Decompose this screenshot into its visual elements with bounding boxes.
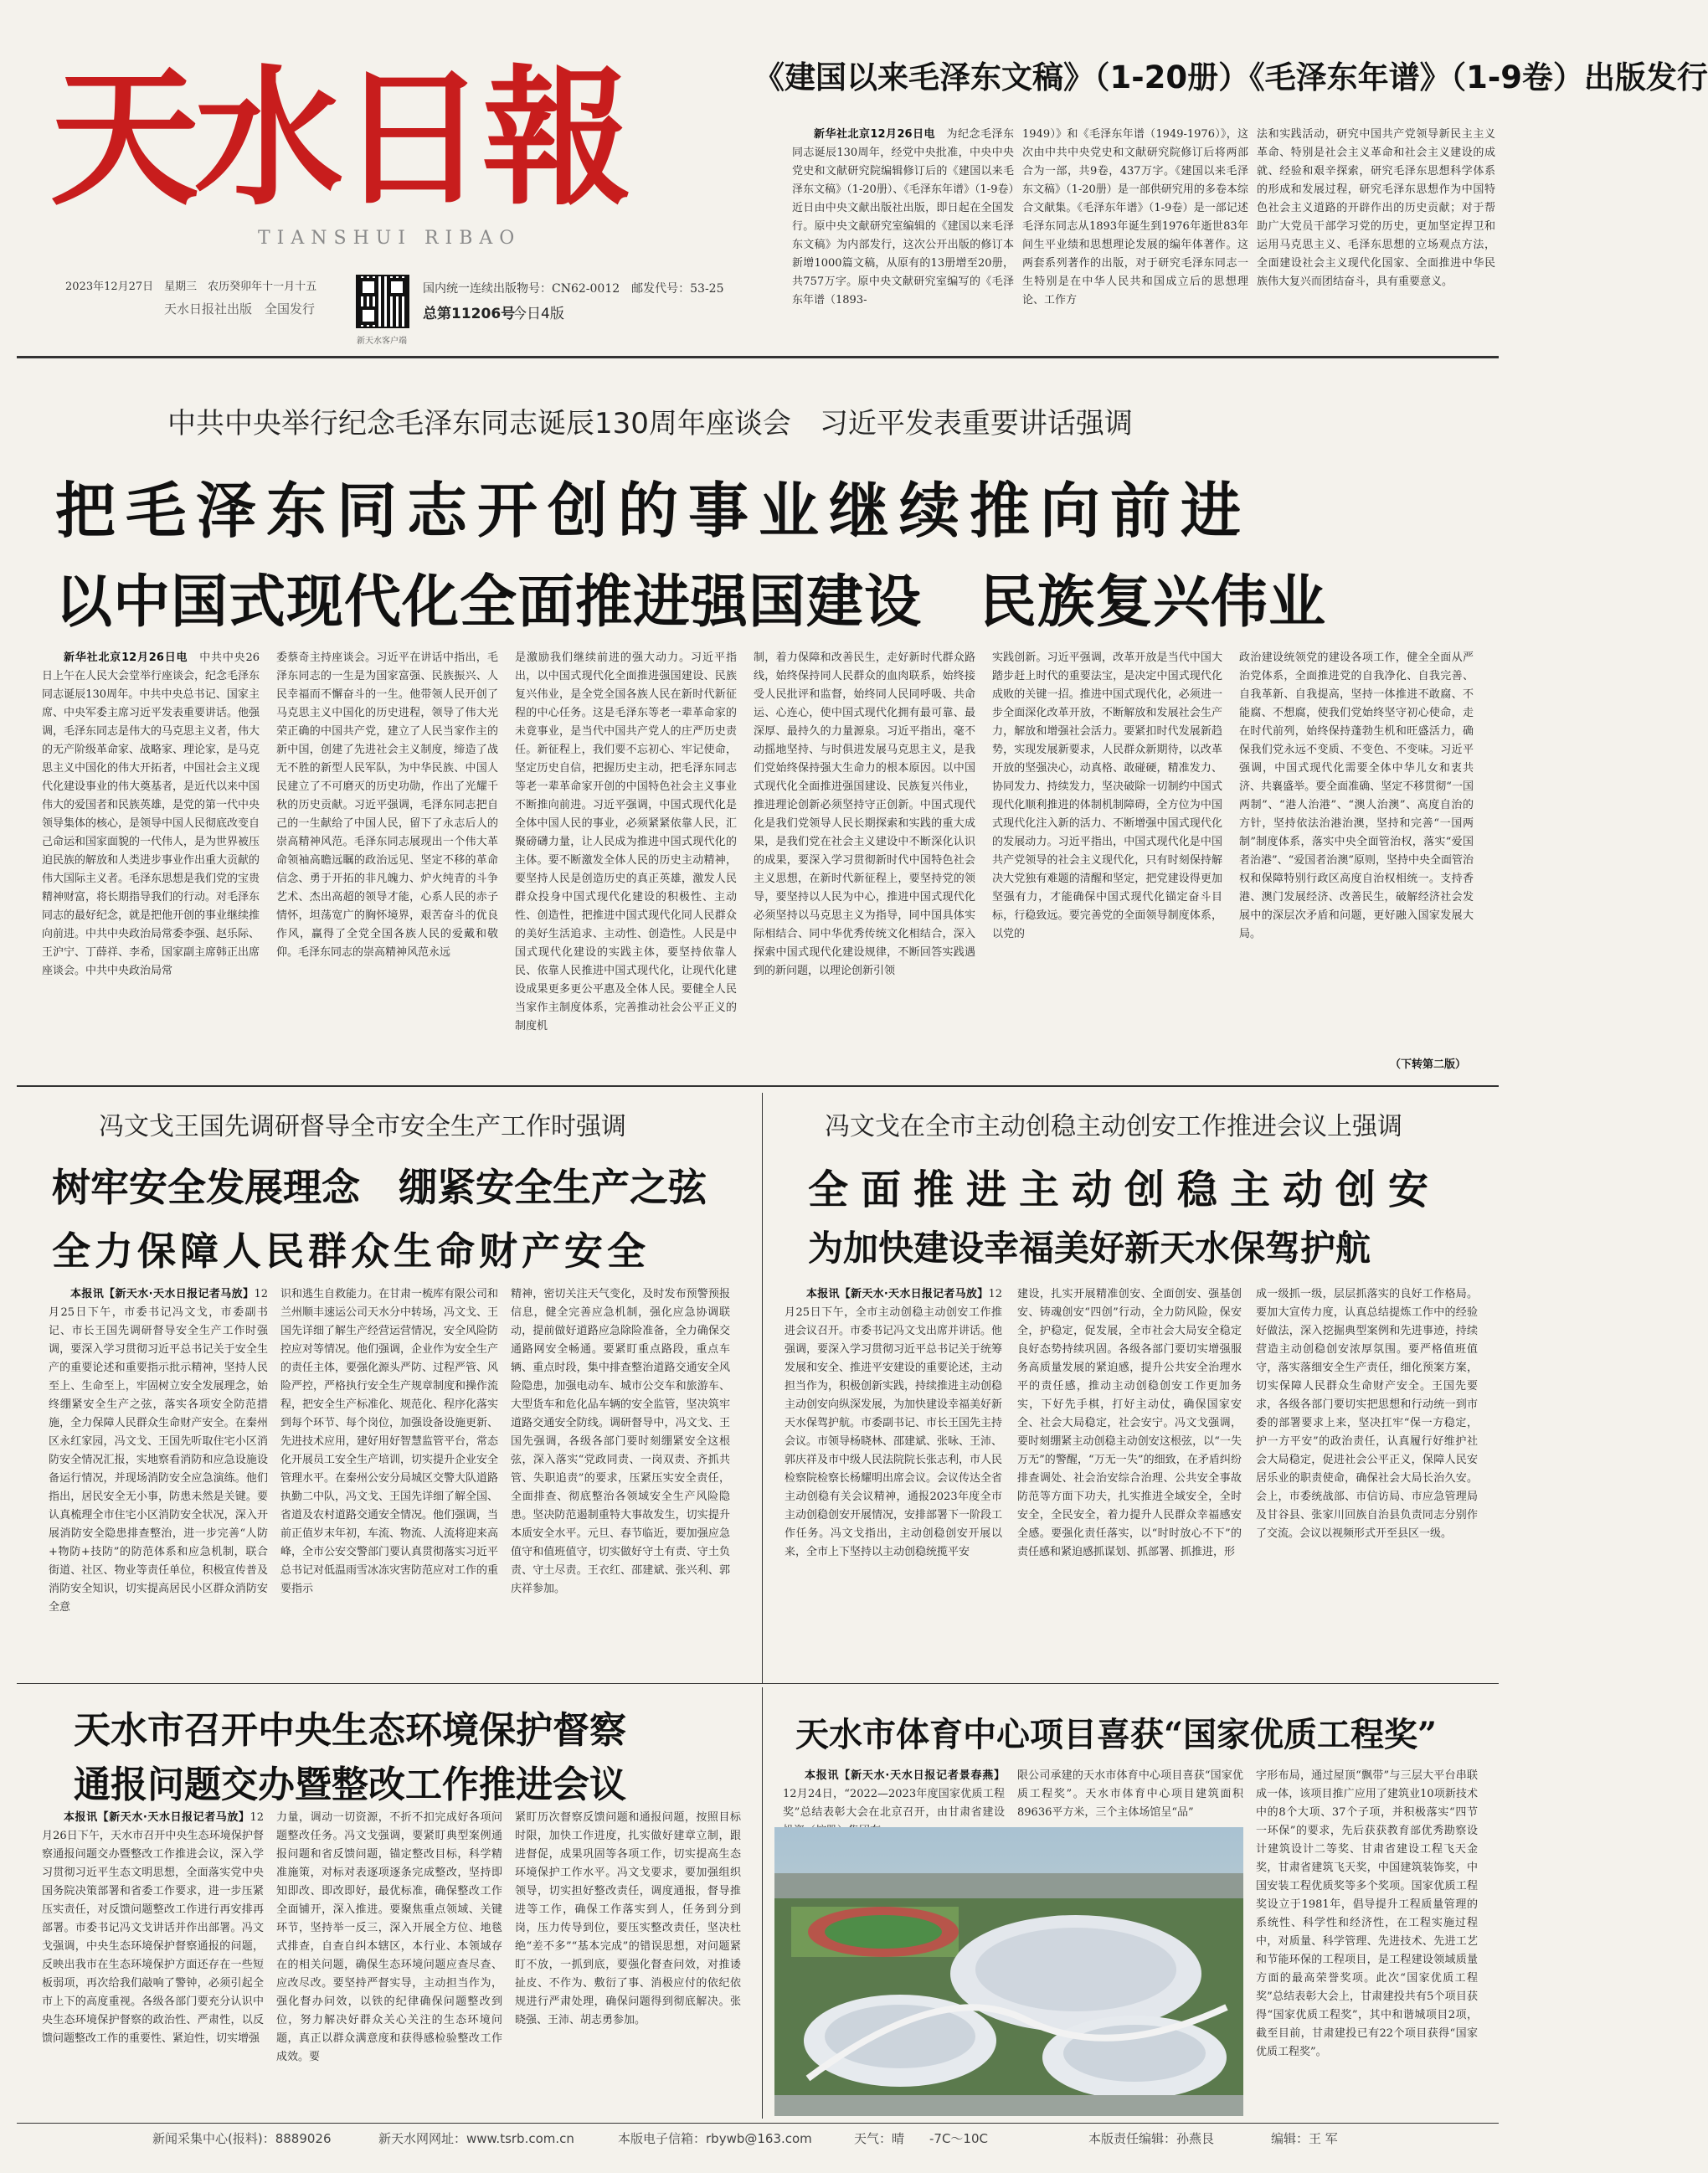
article-text: 紧盯历次督察反馈问题和通报问题，按照目标时限，加快工作进度，扎实做好建章立制，跟进督促，成果巩固等各项工作，切实提高生态环境保护工作水平。冯文戈要求，要加强组织领导，切实担好整改责任，调度通报，督导推进等工作，确保工作落实到人，任务到分到岗，压力传导到位，要压实整改责任，坚决杜绝“差不多”“基本完成”的错误思想，对问题紧盯不放，一抓到底，要强化督查问效，对推诿扯皮、不作为、敷衍了事、消极应付的依纪依规进行严肃处理，确保问题得到彻底解决。张晓强、王沛、胡志勇参加。 [515,1811,741,2026]
safety-headline-2[interactable]: 全力保障人民群众生命财产安全 [52,1228,650,1274]
footer-weather: 天气：晴 [854,2131,905,2146]
divider [17,1085,1499,1087]
article-text: 12月25日下午，全市主动创稳主动创安工作推进会议召开。市委书记冯文戈出席并讲话。他强调，要深入学习贯彻习近平总书记关于统筹发展和安全、推进平安建设的重要论述，主动担当作为，积极创新实践，持续推进主动创稳主动创安向纵深发展，为加快建设幸福美好新天水保驾护航。市委副书记、市长王国先主持会议。市领导杨晓林、邵建斌、张咏、王沛、郭庆祥及市中级人民法院院长张志利，市人民检察院检察长杨耀明出席会议。会议传达全省主动创稳有关会议精神，通报2023年度全市主动创稳创安开展情况，安排部署下一阶段工作任务。冯文戈指出，主动创稳创安开展以来，全市上下坚持以主动创稳统揽平安 [785,1288,1003,1558]
photo-dome-main-roof [975,1928,1176,2011]
lead-headline-1[interactable]: 把毛泽东同志开创的事业继续推向前进 [55,476,1252,546]
lead-col-4 [754,649,975,1076]
issue-number: 总第11206号 [423,306,516,322]
dateline: 本报讯【新天水·天水日报记者马放】 [64,1811,250,1824]
lead-headline-2[interactable]: 以中国式现代化全面推进强国建设 民族复兴伟业 [55,569,1327,636]
dateline: 本报讯【新天水·天水日报记者马放】 [70,1288,255,1300]
photo-dome-left-roof [825,2005,975,2068]
article-text: 12月26日下午，天水市召开中央生态环境保护督察通报问题交办暨整改工作推进会议，深入学习贯彻习近平生态文明思想，全面落实党中央国务院决策部署和省委工作要求，进一步压紧压实责任，对反馈问题整改工作进行再安排再部署。市委书记冯文戈讲话并作出部署。冯文戈强调，中央生态环境保护督察通报的问题，反映出我市在生态环境保护方面还存在一些短板弱项，再次给我们敲响了警钟，必须引起全市上下的高度重视。各级各部门要充分认识中央生态环境保护督察的政治性、严肃性，以反馈问题整改工作的重要性、紧迫性，切实增强 [42,1811,264,2045]
qr-caption: 新天水客户端 [357,337,407,346]
article-text: 1949）》和《毛泽东年谱（1949-1976）》，这次由中共中央党史和文献研究院修订后将两部合为一部，共9卷，437万字。《建国以来毛泽东文稿》（1-20册）是一部供研究用的多卷本综合文献集。《毛泽东年谱》（1-9卷）是一部记述毛泽东同志从1893年诞生到1976年逝世83年间生平业绩和思想理论发展的编年体著作。这两套系列著作的出版，对于研究毛泽东同志一生特别是在中华人民共和国成立后的思想理论、工作方 [1022,128,1248,306]
article-text: 12月25日下午，市委书记冯文戈，市委副书记、市长王国先调研督导安全生产工作时强调，要深入学习贯彻习近平总书记关于安全生产的重要论述和重要指示批示精神，坚持人民至上、生命至上，牢固树立安全发展理念，始终绷紧安全生产之弦，落实各项安全防范措施，全力保障人民群众生命财产安全。在秦州区永红家园，冯文戈、王国先听取住宅小区消防安全情况汇报，实地察看消防和应急设施设备运行情况，并现场消防安全应急演练。他们指出，居民安全无小事，防患未然是关键。要认真梳理全市住宅小区消防安全状况，深入开展消防安全隐患排查整治，进一步完善“人防+物防+技防”的防范体系和应急机制，联合街道、社区、物业等责任单位，积极宣传普及消防安全知识，切实提高居民小区群众消防安全意 [49,1288,268,1614]
eco-col-1 [42,1809,264,2117]
eco-col-3 [515,1809,741,2117]
article-text: 是激励我们继续前进的强大动力。习近平指出，以中国式现代化全面推进强国建设、民族复兴伟业，是全党全国各族人民在新时代新征程的中心任务。这是毛泽东等老一辈革命家的未竟事业，是当代中国共产党人的庄严历史责任。新征程上，我们要不忘初心、牢记使命，坚定历史自信，把握历史主动，把毛泽东同志等老一辈革命家开创的中国特色社会主义事业不断推向前进。习近平强调，中国式现代化是全体中国人民的事业，必须紧紧依靠人民，汇聚磅礴力量，让人民成为推进中国式现代化的主体。要不断激发全体人民的历史主动精神，要坚持人民是创造历史的真正英雄，激发人民群众投身中国式现代化建设的积极性、主动性、创造性，把推进中国式现代化同人民群众的美好生活追求、主动性、创造性。人民是中国式现代化建设的实践主体，要坚持依靠人民、依靠人民推进中国式现代化，让现代化建设成果更多更公平惠及全体人民。要健全人民当家作主制度体系，完善推动社会公平正义的制度机 [515,651,737,1032]
safety-col-2 [280,1285,498,1675]
top-story-col-2 [1022,126,1248,350]
stadium-headline[interactable]: 天水市体育中心项目喜获“国家优质工程奖” [795,1715,1438,1754]
stable-headline-2[interactable]: 为加快建设幸福美好新天水保驾护航 [808,1228,1371,1269]
lead-col-5 [992,649,1222,1076]
lead-col-1 [42,649,260,1076]
article-text: 制，着力保障和改善民生，走好新时代群众路线，始终保持同人民群众的血肉联系，始终接受人民批评和监督，始终同人民同呼吸、共命运、心连心，使中国式现代化拥有最可靠、最深厚、最持久的力量源泉。习近平指出，毫不动摇地坚持、与时俱进发展马克思主义，是我们党始终保持强大生命力的根本原因。以中国式现代化全面推进强国建设、民族复兴伟业，推进理论创新必须坚持守正创新。中国式现代化是我们党领导人民长期探索和实践的重大成果，是我们党在社会主义建设中不断深化认识的成果，要深入学习贯彻新时代中国特色社会主义思想，在新时代新征程上，要坚持党的领导，要坚持以人民为中心，推进中国式现代化必须坚持以马克思主义为指导，同中国具体实际相结合、同中华优秀传统文化相结合，深入探索中国式现代化建设规律，不断回答实践遇到的新问题，以理论创新引领 [754,651,975,977]
qr-code-marker [359,306,378,325]
top-story-col-3 [1257,126,1495,350]
qr-code-marker [359,278,378,296]
stable-headline-1[interactable]: 全面推进主动创稳主动创安 [808,1166,1442,1213]
article-text: 政治建设统领党的建设各项工作，健全全面从严治党体系，全面推进党的自我净化、自我完善、自我革新、自我提高，坚持一体推进不敢腐、不能腐、不想腐，使我们党始终坚守初心使命，走在时代前列，始终保持蓬勃生机和旺盛活力，确保我们党永远不变质、不变色、不变味。习近平强调，中国式现代化需要全体中华儿女和衷共济、共襄盛举。要全面准确、坚定不移贯彻“一国两制”、“港人治港”、“澳人治澳”、高度自治的方针，坚持依法治港治澳，坚持和完善“一国两制”制度体系，落实中央全面管治权，落实“爱国者治港”、“爱国者治澳”原则，坚持中央全面管治权和保障特别行政区高度自治权相统一。支持香港、澳门发展经济、改善民生，破解经济社会发展中的深层次矛盾和问题，更好融入国家发展大局。 [1239,651,1474,940]
article-text: 实践创新。习近平强调，改革开放是当代中国大踏步赶上时代的重要法宝，是决定中国式现代化成败的关键一招。推进中国式现代化，必须进一步全面深化改革开放，不断解放和发展社会生产力，解放和增强社会活力。要紧扣时代发展新趋势，实现发展新要求，人民群众新期待，以改革开放的坚强决心，动真格、敢碰硬，精准发力、协同发力、持续发力，坚决破除一切制约中国式现代化顺利推进的体制机制障碍，全方位为中国式现代化注入新的活力、不断增强中国式现代化的发展动力。习近平指出，中国式现代化是中国共产党领导的社会主义现代化，只有时刻保持解决大党独有难题的清醒和坚定，把党建设得更加坚强有力，才能确保中国式现代化锚定奋斗目标，行稳致远。要完善党的全面领导制度体系，以党的 [992,651,1222,940]
safety-col-1 [49,1285,268,1675]
footer-editor: 编辑：王 军 [1271,2131,1338,2146]
masthead-pinyin: TIANSHUI RIBAO [258,228,522,249]
divider [17,1683,1499,1684]
photo-city-strip [774,1873,1243,1898]
cn-line: 国内统一连续出版物号：CN62-0012 邮发代号：53-25 [423,282,724,296]
footer-email[interactable]: 本版电子信箱：rbywb@163.com [618,2131,812,2146]
svg-text:天水日報: 天水日報 [50,50,626,225]
lead-col-2 [276,649,498,1076]
dateline: 本报讯【新天水·天水日报记者马放】 [806,1288,989,1300]
photo-field [825,1915,942,1949]
newspaper-logo [50,18,626,245]
article-text: 为纪念毛泽东同志诞辰130周年，经党中央批准，中央中央党史和文献研究院编辑修订后的《建国以来毛泽东文稿》（1-20册）、《毛泽东年谱》（1-9卷）近日由中央文献出版社出版，即日起在全国发行。原中央文献研究室编辑的《建国以来毛泽东文稿》为内部发行，这次公开出版的修订本新增1000篇文稿，从原有的13册增至20册，共757万字。原中央文献研究室编写的《毛泽东年谱（1893- [792,128,1014,306]
top-story-title[interactable]: 《建国以来毛泽东文稿》（1-20册）《毛泽东年谱》（1-9卷）出版发行 [754,59,1708,95]
continued-note[interactable]: （下转第二版） [1390,1058,1467,1071]
lead-col-3 [515,649,737,1076]
footer-editor-in-charge: 本版责任编辑：孙燕艮 [1088,2131,1215,2146]
top-story-col-1 [792,126,1014,350]
article-text: 识和逃生自救能力。在甘肃一梳库有限公司和兰州顺丰速运公司天水分中转场，冯文戈、王国先详细了解生产经营运营情况，安全风险防控应对等情况。他们强调，企业作为安全生产的责任主体，要强化源头严防、过程严管、风险严控，严格执行安全生产规章制度和操作流程，把安全生产标准化、规范化、程序化落实到每个环节、每个岗位，加强设备设施更新、先进技术应用，建好用好智慧监管平台，常态化开展员工安全生产培训，切实提升企业安全管理水平。在秦州公安分局城区交警大队道路执勤二中队，冯文戈、王国先详细了解全国、省道及农村道路交通安全情况。他们强调，当前正值岁末年初，车流、物流、人流将迎来高峰，全市公安交警部门要认真贯彻落实习近平总书记对低温雨雪冰冻灾害防范应对工作的重要指示 [280,1288,499,1595]
article-text: 字形布局，通过屋顶“飘带”与三层大平台串联成一体，该项目推广应用了建筑业10项新技术中的8个大项、37个子项，并积极落实“四节一环保”的要求，先后获获教育部优秀勘察设计建筑设计二等奖、甘肃省建设工程飞天金奖，甘肃省建筑飞天奖，中国建筑装饰奖，中国安装工程优质奖等多个奖项。国家优质工程奖设立于1981年，倡导提升工程质量管理的系统性、科学性和经济性，在工程实施过程中，对质量、科学管理、先进技术、先进工艺和节能环保的工程项目，是工程建设领域质量方面的最高荣誉奖项。此次“国家优质工程奖”总结表彰大会上，甘肃建投共有5个项目获得“国家优质工程奖”，其中和谐城项目2项，截至目前，甘肃建投已有22个项目获得“国家优质工程奖”。 [1256,1769,1478,2058]
article-text: 建设，扎实开展精准创安、全面创安、强基创安、铸魂创安“四创”行动，全力防风险，保安全，护稳定，促发展，全市社会大局安全稳定良好态势持续巩固。各级各部门要切实增强服务高质量发展的紧迫感，提升公共安全治理水平的责任感，推动主动创稳创安工作更加务实，下好先手棋，打好主动仗，确保国家安全、社会大局稳定，社会安宁。冯文戈强调，要时刻绷紧主动创稳主动创安这根弦，以“一失万无”的警醒，“万无一失”的细致，在矛盾纠纷排查调处、社会治安综合治理、公共安全事故防范等方面下功夫，扎实推进全域安全，全时安全，全民安全，着力提升人民群众幸福感安全感。要强化责任落实，以“时时放心不下”的责任感和紧迫感抓谋划、抓部署、抓推进，形 [1017,1288,1242,1558]
article-text: 12月24日，“2022—2023年度国家优质工程奖”总结表彰大会在北京召开，由甘肃省建设 [783,1788,1005,1819]
qr-code-marker [388,278,406,296]
footer-temperature: -7C～10C [929,2131,988,2146]
eco-col-2 [276,1809,502,2117]
eco-headline-2[interactable]: 通报问题交办暨整改工作推进会议 [74,1764,626,1806]
article-text: 法和实践活动，研究中国共产党领导新民主主义革命、特别是社会主义革命和社会主义建设的成就、经验和艰辛探索，研究毛泽东思想科学体系的形成和发展过程，研究毛泽东思想作为中国特色社会主义道路的开辟作出的历史贡献；对于帮助广大党员干部学习党的历史，更加坚定捍卫和运用马克思主义、毛泽东思想的立场观点方法，全面建设社会主义现代化国家、全面推进中华民族伟大复兴而团结奋斗，具有重要意义。 [1257,128,1495,288]
photo-plaza [774,2095,1243,2116]
footer-website[interactable]: 新天水网网址：www.tsrb.com.cn [378,2131,574,2146]
publisher-line: 天水日报社出版 全国发行 [164,301,316,317]
article-text: 力量，调动一切资源，不折不扣完成好各项问题整改任务。冯文戈强调，要紧盯典型案例通报问题和省反馈问题，锚定整改目标，科学精准施策，对标对表逐项逐条完成整改，坚持即知即改、即改即好，最优标准，确保整改工作全面铺开，深入推进。要聚焦重点领域、关键环节，坚持举一反三，深入开展全方位、地毯式排查，自查自纠本辖区，本行业、本领域存在的相关问题，确保生态环境问题应查尽查、应改尽改。要坚持严督实导，主动担当作为，强化督办问效，以铁的纪律确保问题整改到位，努力解决好群众关心关注的生态环境问题，真正以群众满意度和获得感检验整改工作成效。要 [276,1811,502,2063]
page-count: 今日4版 [512,306,564,322]
dateline: 新华社北京12月26日电 [64,651,188,664]
column-divider [762,1093,763,1683]
article-text: 中共中央26日上午在人民大会堂举行座谈会，纪念毛泽东同志诞辰130周年。中共中央总书记、国家主席、中央军委主席习近平发表重要讲话。他强调，毛泽东同志是伟大的马克思主义者，伟大的无产阶级革命家、战略家、理论家，是马克思主义中国化的伟大开拓者，中国社会主义现代化建设事业的伟大奠基者，是近代以来中国伟大的爱国者和民族英雄，是党的第一代中央领导集体的核心，是领导中国人民彻底改变自己命运和国家面貌的一代伟人，是为世界被压迫民族的解放和人类进步事业作出重大贡献的伟大国际主义者。毛泽东思想是我们党的宝贵精神财富，将长期指导我们的行动。对毛泽东同志的最好纪念，就是把他开创的事业继续推向前进。中共中央政治局常委李强、赵乐际、王沪宁、丁薛祥、李希，国家副主席韩正出席座谈会。中共中央政治局常 [42,651,260,977]
safety-headline-1[interactable]: 树牢安全发展理念 绷紧安全生产之弦 [52,1165,707,1210]
divider [17,356,1499,358]
date-line: 2023年12月27日 星期三 农历癸卯年十一月十五 [65,281,317,293]
footer-divider [17,2123,1499,2124]
dateline: 新华社北京12月26日电 [814,128,936,141]
eco-headline-1[interactable]: 天水市召开中央生态环境保护督察 [74,1709,626,1752]
article-text: 委蔡奇主持座谈会。习近平在讲话中指出，毛泽东同志的一生是为国家富强、民族振兴、人民幸福而不懈奋斗的一生。他带领人民开创了马克思主义中国化的历史进程，领导了伟大光荣正确的中国共产党，建立了人民当家作主的新中国，创建了先进社会主义制度，缔造了战无不胜的新型人民军队，为中华民族、中国人民建立了不可磨灭的历史功勋，作出了光耀千秋的历史贡献。习近平强调，毛泽东同志把自己的一生献给了中国人民，留下了永志后人的崇高精神风范。毛泽东同志展现出一个伟大革命领袖高瞻远瞩的政治远见、坚定不移的革命信念、勇于开拓的非凡魄力、炉火纯青的斗争艺术、杰出高超的领导才能，心系人民的赤子情怀，坦荡宽广的胸怀境界，艰苦奋斗的优良作风，赢得了全党全国各族人民的爱戴和敬仰。毛泽东同志的崇高精神风范永远 [276,651,498,959]
safety-col-3 [511,1285,730,1675]
column-divider [762,1687,763,2119]
stable-col-1 [785,1285,1002,1675]
stadium-col-3 [1256,1767,1478,2119]
stadium-col-2 [1017,1767,1243,1825]
qr-code[interactable] [356,275,409,328]
dateline: 本报讯【新天水·天水日报记者景春燕】 [805,1769,1005,1782]
lead-col-6 [1239,649,1474,1051]
footer-hotline: 新闻采集中心(报料)：8889026 [152,2131,332,2146]
stable-col-3 [1256,1285,1478,1675]
stadium-photo[interactable] [774,1827,1243,2116]
article-text: 成一级抓一级，层层抓落实的良好工作格局。要加大宣传力度，认真总结提炼工作中的经验好做法，深入挖掘典型案例和先进事迹，持续营造主动创稳创安浓厚氛围。要严格值班值守，落实落细安全生产责任，细化预案方案，切实保障人民群众生命财产安全。王国先要求，各级各部门要切实把思想和行动统一到市委的部署要求上来，坚决扛牢“保一方稳定，护一方平安”的政治责任，认真履行好维护社会大局稳定，促进社会公平正义，保障人民安居乐业的职责使命，确保社会大局长治久安。会上，市委统战部、市信访局、市应急管理局及甘谷县、张家川回族自治县负责同志分别作了交流。会议以视频形式开至县区一级。 [1256,1288,1478,1540]
article-text: 限公司承建的天水市体育中心项目喜获“国家优质工程奖”。天水市体育中心项目建筑面积89636平方米，三个主体场馆呈“品” [1017,1769,1243,1819]
stable-col-2 [1017,1285,1242,1675]
lead-kicker: 中共中央举行纪念毛泽东同志诞辰130周年座谈会 习近平发表重要讲话强调 [167,407,1133,440]
safety-kicker: 冯文戈王国先调研督导全市安全生产工作时强调 [99,1112,626,1141]
stable-kicker: 冯文戈在全市主动创稳主动创安工作推进会议上强调 [825,1112,1402,1141]
article-text: 精神，密切关注天气变化，及时发布预警预报信息，健全完善应急机制，强化应急协调联动，提前做好道路应急除险准备，全力确保交通路网安全畅通。要紧盯重点路段，重点车辆、重点时段，集中排查整治道路交通安全风险隐患，加强电动车、城市公交车和旅游车、大型货车和危化品车辆的安全监管，坚决筑牢道路交通安全防线。调研督导中，冯文戈、王国先强调，各级各部门要时刻绷紧安全这根弦，深入落实“党政同责、一岗双责、齐抓共管、失职追责”的要求，压紧压实安全责任，全面排查、彻底整治各领域安全生产风险隐患。坚决防范遏制重特大事故发生，切实提升本质安全水平。元旦、春节临近，要加强应急值守和值班值守，切实做好守土有责、守土负责、守土尽责。王衣红、邵建斌、张兴利、郭庆祥参加。 [511,1288,730,1595]
stadium-col-1 [783,1767,1005,1825]
